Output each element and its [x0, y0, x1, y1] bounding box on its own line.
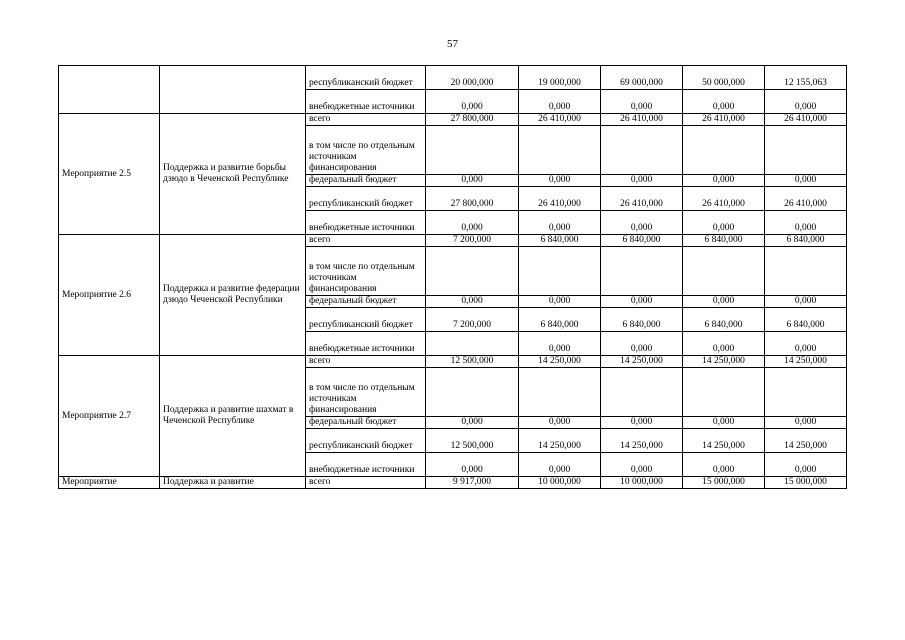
budget-value: 0,000 [519, 296, 601, 308]
budget-value: 26 410,000 [601, 114, 683, 126]
budget-value: 0,000 [426, 175, 519, 187]
budget-value [683, 126, 765, 175]
budget-value: 0,000 [601, 453, 683, 477]
budget-value: 0,000 [765, 211, 847, 235]
budget-value: 10 000,000 [601, 477, 683, 489]
budget-value: 14 250,000 [765, 356, 847, 368]
budget-value: 15 000,000 [765, 477, 847, 489]
budget-value: 26 410,000 [519, 187, 601, 211]
page-number: 57 [447, 38, 458, 50]
budget-value [765, 247, 847, 296]
budget-value: 0,000 [426, 90, 519, 114]
activity-description: Поддержка и развитие [160, 477, 306, 489]
funding-source: федеральный бюджет [306, 175, 426, 187]
funding-source: в том числе по отдельным источникам финансирования [306, 126, 426, 175]
budget-value [426, 332, 519, 356]
table-row [59, 356, 847, 368]
budget-value: 0,000 [426, 453, 519, 477]
budget-value: 7 200,000 [426, 235, 519, 247]
funding-source: всего [306, 114, 426, 126]
budget-value [765, 126, 847, 175]
budget-value: 0,000 [601, 332, 683, 356]
funding-source: внебюджетные источники [306, 211, 426, 235]
budget-value [519, 247, 601, 296]
budget-value [426, 247, 519, 296]
activity-name-cell [59, 66, 160, 114]
funding-source: внебюджетные источники [306, 90, 426, 114]
activity-description-cell [160, 66, 306, 114]
funding-source: республиканский бюджет [306, 66, 426, 90]
budget-value: 0,000 [601, 175, 683, 187]
activity-name: Мероприятие 2.7 [59, 356, 160, 477]
budget-value: 0,000 [765, 175, 847, 187]
budget-value: 7 200,000 [426, 308, 519, 332]
budget-value: 0,000 [519, 453, 601, 477]
budget-value: 6 840,000 [765, 235, 847, 247]
funding-source: в том числе по отдельным источникам финансирования [306, 368, 426, 417]
budget-value: 26 410,000 [601, 187, 683, 211]
budget-value [765, 368, 847, 417]
budget-value [519, 126, 601, 175]
budget-value: 0,000 [683, 90, 765, 114]
activity-name: Мероприятие 2.6 [59, 235, 160, 356]
budget-value [519, 368, 601, 417]
budget-value: 26 410,000 [683, 114, 765, 126]
budget-value: 0,000 [426, 211, 519, 235]
activity-name: Мероприятие 2.5 [59, 114, 160, 235]
budget-value: 27 800,000 [426, 114, 519, 126]
budget-value: 6 840,000 [519, 235, 601, 247]
funding-source: в том числе по отдельным источникам финансирования [306, 247, 426, 296]
funding-source: внебюджетные источники [306, 453, 426, 477]
budget-value: 0,000 [519, 211, 601, 235]
budget-value: 0,000 [601, 296, 683, 308]
budget-value: 6 840,000 [683, 235, 765, 247]
budget-value: 0,000 [519, 175, 601, 187]
activity-description: Поддержка и развитие федерации дзюдо Чеченской Республики [160, 235, 306, 356]
funding-source: республиканский бюджет [306, 308, 426, 332]
budget-value: 14 250,000 [683, 356, 765, 368]
budget-value: 0,000 [519, 417, 601, 429]
budget-value: 14 250,000 [519, 356, 601, 368]
budget-value: 0,000 [683, 296, 765, 308]
table-row [59, 235, 847, 247]
budget-value: 0,000 [765, 90, 847, 114]
budget-value: 0,000 [683, 453, 765, 477]
budget-value: 26 410,000 [683, 187, 765, 211]
funding-source: всего [306, 235, 426, 247]
budget-value: 12 155,063 [765, 66, 847, 90]
activity-name: Мероприятие [59, 477, 160, 489]
budget-value: 50 000,000 [683, 66, 765, 90]
budget-value: 69 000,000 [601, 66, 683, 90]
budget-value: 6 840,000 [519, 308, 601, 332]
budget-value: 0,000 [765, 332, 847, 356]
budget-value: 0,000 [765, 296, 847, 308]
budget-value: 20 000,000 [426, 66, 519, 90]
budget-value [601, 368, 683, 417]
budget-value [426, 126, 519, 175]
budget-value: 0,000 [519, 90, 601, 114]
budget-value: 26 410,000 [519, 114, 601, 126]
budget-value: 15 000,000 [683, 477, 765, 489]
table-row [59, 477, 847, 489]
budget-value: 10 000,000 [519, 477, 601, 489]
budget-value: 0,000 [601, 211, 683, 235]
budget-value: 0,000 [683, 417, 765, 429]
budget-value: 9 917,000 [426, 477, 519, 489]
budget-value: 6 840,000 [683, 308, 765, 332]
budget-value: 26 410,000 [765, 187, 847, 211]
budget-value [426, 368, 519, 417]
funding-source: внебюджетные источники [306, 332, 426, 356]
budget-value: 14 250,000 [519, 429, 601, 453]
funding-source: республиканский бюджет [306, 429, 426, 453]
budget-value: 26 410,000 [765, 114, 847, 126]
funding-source: всего [306, 356, 426, 368]
budget-value: 19 000,000 [519, 66, 601, 90]
budget-value: 12 500,000 [426, 429, 519, 453]
activity-description: Поддержка и развитие борьбы дзюдо в Чеченской Республике [160, 114, 306, 235]
budget-value: 14 250,000 [601, 429, 683, 453]
table-row [59, 114, 847, 126]
budget-value: 0,000 [683, 175, 765, 187]
budget-value: 0,000 [765, 453, 847, 477]
budget-value: 0,000 [426, 296, 519, 308]
budget-value: 14 250,000 [765, 429, 847, 453]
budget-value: 6 840,000 [601, 308, 683, 332]
budget-value [683, 368, 765, 417]
budget-value: 0,000 [519, 332, 601, 356]
funding-source: всего [306, 477, 426, 489]
budget-value [601, 126, 683, 175]
budget-value: 0,000 [426, 417, 519, 429]
budget-value: 0,000 [683, 211, 765, 235]
budget-value [601, 247, 683, 296]
budget-table [58, 65, 847, 489]
budget-value: 6 840,000 [765, 308, 847, 332]
budget-value: 0,000 [683, 332, 765, 356]
funding-source: федеральный бюджет [306, 296, 426, 308]
budget-value [683, 247, 765, 296]
budget-value: 6 840,000 [601, 235, 683, 247]
budget-value: 14 250,000 [683, 429, 765, 453]
budget-value: 0,000 [765, 417, 847, 429]
budget-value: 27 800,000 [426, 187, 519, 211]
budget-value: 0,000 [601, 90, 683, 114]
budget-value: 0,000 [601, 417, 683, 429]
table-row [59, 66, 847, 90]
funding-source: федеральный бюджет [306, 417, 426, 429]
budget-value: 12 500,000 [426, 356, 519, 368]
budget-value: 14 250,000 [601, 356, 683, 368]
activity-description: Поддержка и развитие шахмат в Чеченской Республике [160, 356, 306, 477]
funding-source: республиканский бюджет [306, 187, 426, 211]
